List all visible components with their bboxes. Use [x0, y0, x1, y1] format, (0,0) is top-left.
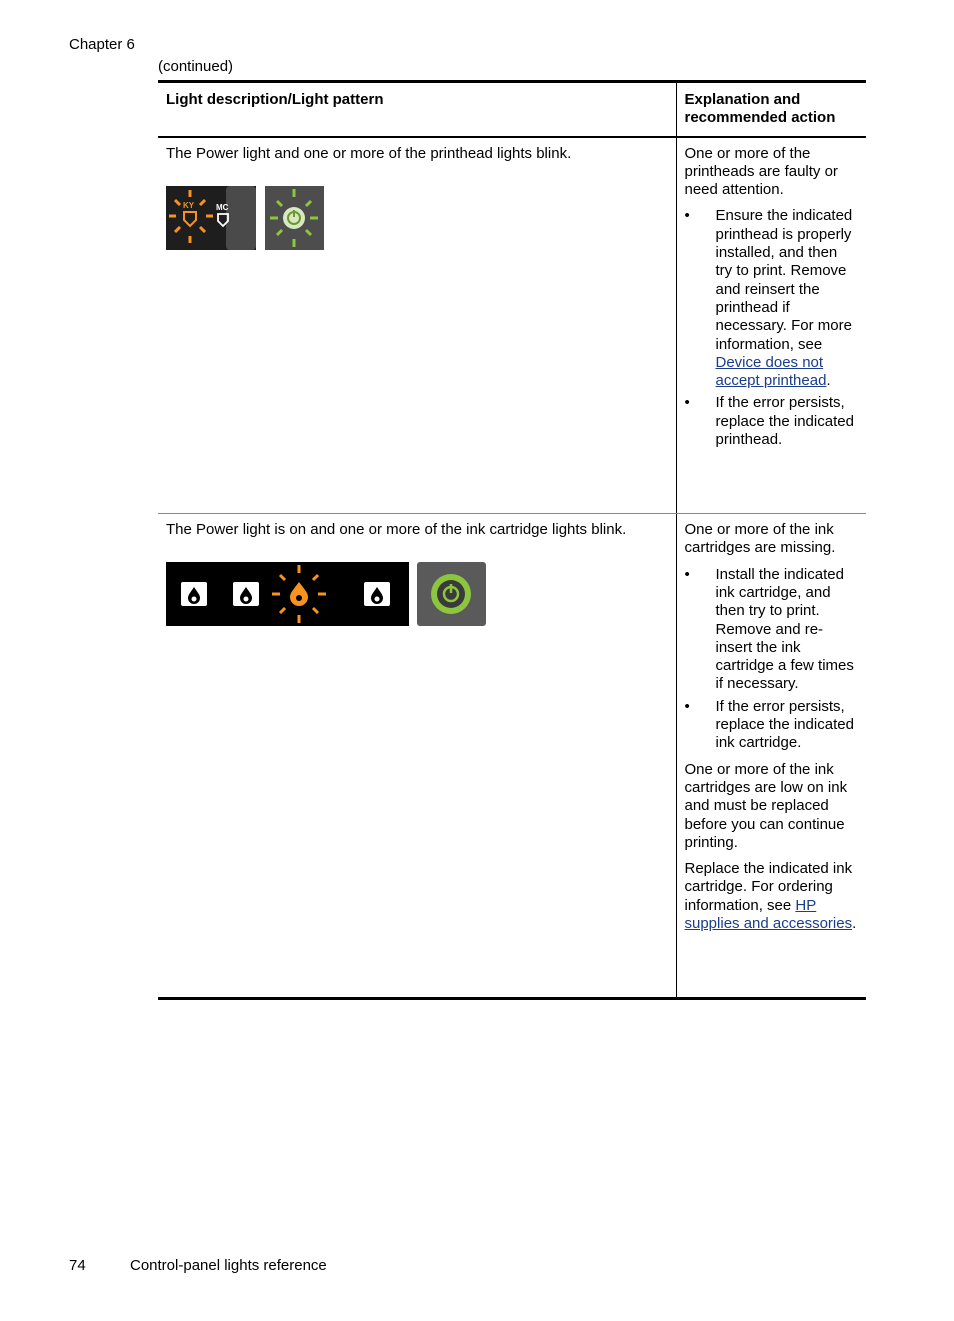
device-does-not-accept-printhead-link[interactable]: Device does not accept printhead: [715, 353, 827, 390]
table-header-row: [158, 82, 866, 137]
list-item: • If the error persists, replace the indicated ink cartridge.: [685, 698, 859, 753]
hp-supplies-and-accessories-link[interactable]: HP supplies and accessories: [684, 896, 853, 933]
ink-cartridge-light-icon: [181, 582, 207, 606]
row2-replace-end: .: [852, 915, 857, 933]
list-item: • Install the indicated ink cartridge, and then try to print. Remove and re-insert the ink cartridge a few times if necessary.: [685, 566, 859, 694]
row1-explanation: One or more of the printheads are faulty or need attention.: [684, 144, 838, 199]
row2-explanation-replace: [685, 860, 859, 933]
ink-cartridge-light-icon: [233, 582, 259, 606]
row1-description-cell: [158, 137, 676, 514]
printhead-label-ky: KY: [183, 200, 195, 210]
table-row: [158, 514, 866, 999]
printhead-lights-illustration: [166, 186, 668, 250]
row1-bullet1-text: Ensure the indicated printhead is properly installed, and then try to print. Remove and reinsert the printhead if necessary. For more information, see: [715, 207, 853, 353]
printhead-panel-image: [166, 186, 324, 250]
list-item: • If the error persists, replace the indicated printhead.: [685, 394, 859, 449]
column-header-explanation: Explanation and recommended action: [676, 82, 866, 137]
row1-bullet-list: [685, 207, 859, 449]
continued-label: (continued): [158, 58, 234, 75]
power-light-on-icon: [431, 574, 471, 614]
column-header-description: Light description/Light pattern: [158, 82, 676, 137]
chapter-label: Chapter 6: [69, 36, 135, 53]
ink-cartridge-lights-illustration: [166, 562, 668, 626]
row2-explanation-cell: [676, 514, 866, 999]
row2-description-cell: [158, 514, 676, 999]
list-item: [685, 207, 859, 390]
row1-description: The Power light and one or more of the printhead lights blink.: [166, 144, 572, 162]
page-number: 74: [69, 1257, 86, 1274]
ink-panel-image: [166, 562, 486, 626]
row2-description: The Power light is on and one or more of the ink cartridge lights blink.: [166, 521, 627, 539]
section-title: Control-panel lights reference: [130, 1257, 327, 1274]
row2-explanation-low-ink: One or more of the ink cartridges are low on ink and must be replaced before you can continue printing.: [684, 760, 848, 851]
row1-explanation-cell: [676, 137, 866, 514]
row2-explanation-missing: One or more of the ink cartridges are missing.: [684, 521, 836, 557]
row2-replace-text: Replace the indicated ink cartridge. For ordering information, see: [684, 860, 853, 914]
lights-table: [158, 80, 866, 1000]
ink-cartridge-light-icon: [364, 582, 390, 606]
printhead-label-mc: MC: [216, 202, 229, 212]
table-row: [158, 137, 866, 514]
row1-bullet1-end: .: [826, 372, 831, 390]
row2-bullet-list: [685, 566, 859, 753]
